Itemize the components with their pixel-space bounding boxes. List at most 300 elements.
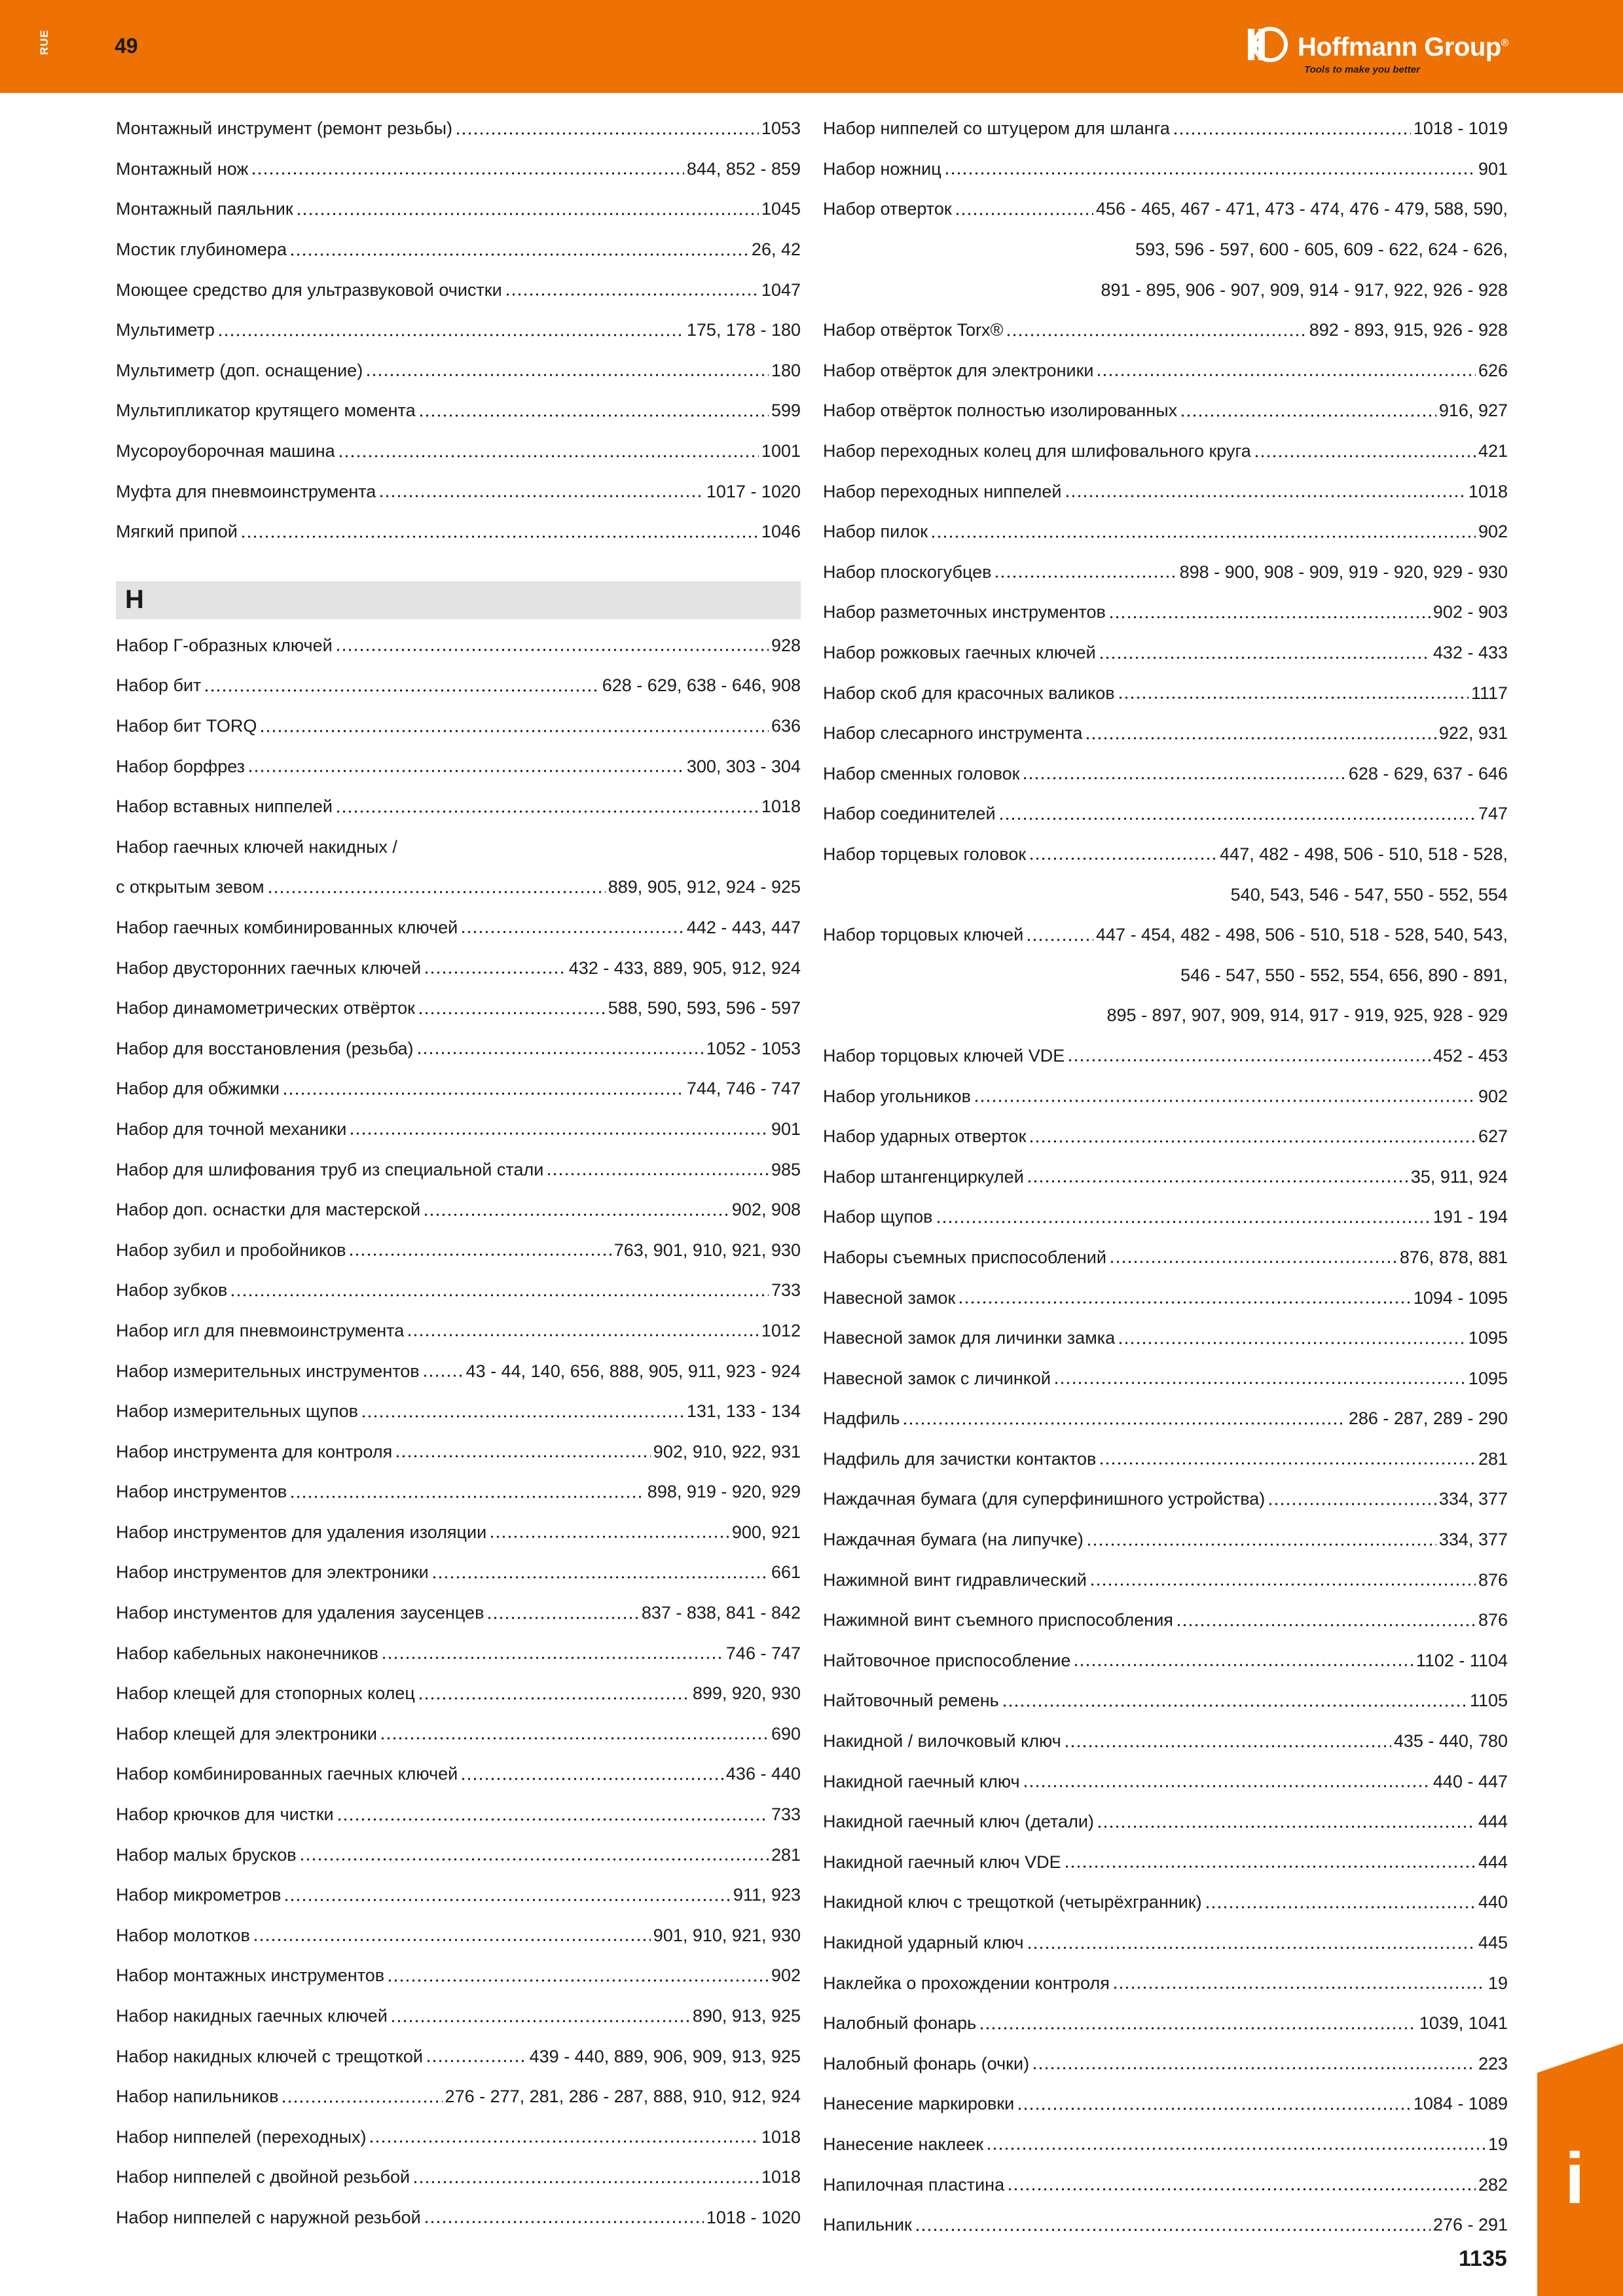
index-entry	[823, 1117, 1508, 1157]
index-entry	[823, 351, 1508, 391]
index-pages: 1047	[761, 279, 801, 300]
index-pages: 747	[1478, 804, 1508, 824]
index-pages: 922, 931	[1438, 723, 1508, 744]
dot-leader	[930, 535, 1476, 538]
index-term: Набор напильников	[116, 2087, 279, 2107]
dot-leader	[1118, 1342, 1466, 1344]
index-pages: 1084 - 1089	[1413, 2094, 1508, 2114]
index-term: с открытым зевом	[116, 877, 264, 897]
index-term: Набор отвёрток Torx®	[823, 320, 1004, 340]
index-entry	[116, 1513, 801, 1553]
index-pages: 1018 - 1020	[706, 2207, 801, 2227]
index-entry	[823, 431, 1508, 472]
index-entry	[823, 2044, 1508, 2085]
index-pages: 452 - 453	[1432, 1045, 1508, 1066]
index-entry	[823, 996, 1508, 1036]
index-pages: 281	[771, 1844, 801, 1865]
dot-leader	[998, 817, 1476, 820]
index-entry	[116, 189, 801, 230]
index-term: Найтовочный ремень	[823, 1691, 999, 1711]
index-pages: 746 - 747	[725, 1643, 801, 1663]
dot-leader	[361, 1415, 684, 1418]
index-term: Набор разметочных инструментов	[823, 602, 1106, 622]
index-term: Набор отверток	[823, 199, 952, 219]
index-entry	[116, 1593, 801, 1634]
index-entry	[116, 1109, 801, 1150]
index-term: Набор переходных колец для шлифовального круга	[823, 441, 1251, 461]
index-term: Мультипликатор крутящего момента	[116, 401, 416, 421]
index-pages: 432 - 433	[1432, 643, 1508, 663]
index-pages: 334, 377	[1438, 1530, 1508, 1550]
index-entry	[116, 512, 801, 552]
dot-leader	[1118, 696, 1468, 699]
index-term: Монтажный паяльник	[116, 199, 293, 219]
index-pages: 902 - 903	[1432, 602, 1508, 622]
index-entry	[116, 1391, 801, 1432]
index-term: Набор клещей для электроники	[116, 1723, 377, 1744]
index-pages: 901, 910, 921, 930	[653, 1925, 801, 1945]
index-term: Набор гаечных ключей накидных /	[116, 836, 397, 857]
dot-leader	[348, 1253, 611, 1256]
dot-leader	[1108, 616, 1431, 619]
index-entry	[823, 754, 1508, 795]
index-term: Набор гаечных комбинированных ключей	[116, 917, 458, 937]
index-pages: 892 - 893, 915, 926 - 928	[1309, 320, 1508, 340]
index-pages: 891 - 895, 906 - 907, 909, 914 - 917, 922, 926 - 928	[1101, 279, 1508, 300]
index-pages: 456 - 465, 467 - 471, 473 - 474, 476 - 479, 588, 590,	[1096, 199, 1508, 219]
dot-leader	[1097, 1825, 1476, 1828]
dot-leader	[296, 213, 759, 215]
dot-leader	[378, 495, 704, 497]
index-term: Нажимной винт гидравлический	[823, 1570, 1087, 1590]
dot-leader	[1006, 334, 1306, 336]
index-entry	[116, 1190, 801, 1230]
index-entry	[116, 2077, 801, 2117]
dot-leader	[299, 1858, 769, 1861]
dot-leader	[958, 1301, 1411, 1304]
index-term: Набор Г-образных ключей	[116, 635, 333, 655]
index-pages: 131, 133 - 134	[686, 1401, 801, 1422]
dot-leader	[979, 2027, 1417, 2030]
hoffmann-logo	[1244, 24, 1519, 79]
index-pages: 175, 178 - 180	[686, 320, 801, 340]
dot-leader	[412, 2181, 759, 2183]
index-pages: 191 - 194	[1432, 1207, 1508, 1227]
section-spacer	[116, 552, 801, 581]
index-entry	[116, 230, 801, 270]
index-entry	[823, 1278, 1508, 1318]
index-term: Накидной гаечный ключ (детали)	[823, 1812, 1094, 1832]
index-entry	[116, 827, 801, 868]
logo-wordmark: Hoffmann Group®	[1298, 33, 1509, 62]
index-pages: 1012	[761, 1320, 801, 1340]
section-letter-heading: Н	[116, 581, 801, 619]
index-entry	[823, 552, 1508, 593]
dot-leader	[1023, 1785, 1431, 1787]
index-entry	[116, 1714, 801, 1755]
index-entry	[823, 794, 1508, 834]
index-term: Набор двусторонних гаечных ключей	[116, 958, 422, 978]
dot-leader	[349, 1132, 769, 1135]
index-pages: 1045	[761, 199, 801, 219]
index-entry	[823, 874, 1508, 915]
dot-leader	[936, 1221, 1431, 1223]
dot-leader	[1029, 1140, 1476, 1143]
dot-leader	[1017, 2108, 1411, 2110]
index-term: Монтажный нож	[116, 158, 249, 179]
index-entry	[116, 1754, 801, 1795]
index-pages: 901	[1478, 158, 1508, 179]
index-term: Набор для обжимки	[116, 1079, 280, 1099]
index-pages: 1018	[761, 2167, 801, 2187]
index-pages: 1095	[1468, 1368, 1508, 1388]
index-term: Наборы съемных приспособлений	[823, 1247, 1106, 1267]
index-pages: 916, 927	[1438, 401, 1508, 421]
dot-leader	[1064, 1865, 1476, 1868]
index-column-right	[823, 109, 1508, 2245]
index-term: Набор отвёрток для электроники	[823, 360, 1094, 380]
index-pages: 898, 919 - 920, 929	[647, 1482, 801, 1502]
dot-leader	[1007, 2188, 1476, 2191]
index-pages: 442 - 443, 447	[686, 917, 801, 937]
dot-leader	[431, 1576, 769, 1579]
index-entry	[116, 988, 801, 1029]
dot-leader	[1267, 1503, 1436, 1505]
dot-leader	[1027, 1180, 1408, 1183]
index-term: Навесной замок для личинки замка	[823, 1328, 1116, 1348]
index-entry	[823, 2084, 1508, 2125]
index-entry	[823, 1358, 1508, 1399]
info-icon: i	[1565, 2138, 1585, 2219]
dot-leader	[407, 1334, 759, 1336]
index-term: Нанесение наклеек	[823, 2134, 984, 2154]
index-term: Набор ниппелей с двойной резьбой	[116, 2167, 410, 2187]
index-pages: 628 - 629, 638 - 646, 908	[602, 675, 801, 696]
index-entry	[116, 1069, 801, 1109]
index-pages: 421	[1478, 441, 1508, 461]
index-entry	[116, 1956, 801, 1996]
index-pages: 440 - 447	[1432, 1771, 1508, 1791]
index-term: Набор слесарного инструмента	[823, 723, 1083, 744]
index-entry	[823, 1439, 1508, 1480]
dot-leader	[955, 213, 1093, 215]
dot-leader	[380, 1737, 769, 1740]
index-pages: 1094 - 1095	[1413, 1287, 1508, 1308]
index-entry	[823, 1963, 1508, 2003]
index-list	[823, 109, 1508, 2245]
dot-leader	[259, 730, 769, 732]
index-entry	[823, 391, 1508, 431]
index-entry	[823, 955, 1508, 996]
index-pages: 1018	[761, 2126, 801, 2147]
index-term: Навесной замок	[823, 1287, 956, 1308]
index-term: Набор зубков	[116, 1280, 228, 1300]
index-entry	[823, 915, 1508, 956]
index-entry	[116, 471, 801, 512]
index-entry	[823, 109, 1508, 149]
index-term: Наклейка о прохождении контроля	[823, 1973, 1110, 1993]
index-entry	[116, 1311, 801, 1352]
index-pages: 1052 - 1053	[706, 1038, 801, 1058]
index-entry	[116, 1431, 801, 1472]
index-pages: 899, 920, 930	[692, 1683, 801, 1704]
dot-leader	[546, 1173, 769, 1175]
index-pages: 282	[1478, 2174, 1508, 2195]
index-term: Набор пилок	[823, 522, 928, 542]
index-entry	[823, 592, 1508, 633]
index-entry	[116, 270, 801, 310]
index-pages: 19	[1487, 1973, 1508, 1993]
index-term: Накидной гаечный ключ VDE	[823, 1852, 1061, 1872]
index-entry	[116, 2117, 801, 2158]
index-pages: 1001	[761, 441, 801, 461]
index-pages: 1046	[761, 522, 801, 542]
header-bar	[0, 0, 1623, 93]
dot-leader	[338, 455, 759, 457]
index-term: Набор игл для пневмоинструмента	[116, 1320, 405, 1340]
dot-leader	[335, 810, 759, 813]
index-term: Набор кабельных наконечников	[116, 1643, 378, 1663]
index-term: Набор переходных ниппелей	[823, 481, 1062, 501]
dot-leader	[1065, 495, 1466, 497]
index-pages: 900, 921	[731, 1522, 801, 1542]
index-pages: 180	[771, 360, 801, 380]
index-entry	[116, 787, 801, 827]
index-entry	[823, 1036, 1508, 1077]
index-pages: 593, 596 - 597, 600 - 605, 609 - 622, 624 - 626,	[1135, 240, 1508, 260]
index-pages: 890, 913, 925	[692, 2006, 801, 2026]
index-entry	[116, 1875, 801, 1916]
index-pages: 902, 910, 922, 931	[653, 1441, 801, 1462]
dot-leader	[422, 1374, 464, 1377]
index-pages: 628 - 629, 637 - 646	[1348, 763, 1508, 783]
index-entry	[116, 746, 801, 787]
dot-leader	[1073, 1664, 1413, 1666]
dot-leader	[289, 1496, 645, 1498]
index-term: Накидной ключ с трещоткой (четырёхгранник)	[823, 1892, 1202, 1912]
index-term: Набор торцовых ключей VDE	[823, 1045, 1065, 1066]
index-term: Набор инструментов	[116, 1482, 287, 1502]
index-pages: 300, 303 - 304	[686, 756, 801, 776]
index-entry	[116, 2036, 801, 2077]
index-term: Набор ниппелей со штуцером для шланга	[823, 118, 1170, 139]
index-entry	[116, 2157, 801, 2198]
index-term: Найтовочное приспособление	[823, 1650, 1071, 1670]
index-entry	[116, 1028, 801, 1069]
index-pages: 599	[771, 401, 801, 421]
index-entry	[116, 948, 801, 988]
dot-leader	[986, 2147, 1486, 2150]
dot-leader	[944, 172, 1476, 175]
dot-leader	[251, 172, 684, 175]
index-entry	[116, 2198, 801, 2238]
index-entry	[823, 471, 1508, 512]
index-pages: 19	[1487, 2134, 1508, 2154]
index-pages: 844, 852 - 859	[686, 158, 801, 179]
index-term: Напильник	[823, 2215, 912, 2235]
index-pages: 876	[1478, 1570, 1508, 1590]
dot-leader	[1022, 777, 1345, 780]
index-entry	[823, 149, 1508, 190]
dot-leader	[1173, 132, 1411, 135]
index-term: Набор угольников	[823, 1086, 971, 1106]
dot-leader	[369, 2140, 758, 2143]
index-pages: 43 - 44, 140, 656, 888, 905, 911, 923 - 924	[465, 1361, 801, 1381]
index-term: Мостик глубиномера	[116, 240, 287, 260]
dot-leader	[974, 1100, 1476, 1102]
index-term: Набор ниппелей (переходных)	[116, 2126, 367, 2147]
index-entry	[823, 1560, 1508, 1600]
index-term: Набор сменных головок	[823, 763, 1020, 783]
dot-leader	[395, 1455, 651, 1458]
index-entry	[823, 1802, 1508, 1842]
dot-leader	[1089, 1583, 1476, 1586]
index-entry	[823, 633, 1508, 673]
dot-leader	[1064, 1745, 1391, 1748]
index-term: Набор динамометрических отвёрток	[116, 998, 415, 1018]
index-entry	[823, 2003, 1508, 2044]
index-pages: 1105	[1469, 1691, 1508, 1711]
index-pages: 901	[771, 1119, 801, 1139]
dot-leader	[335, 649, 769, 651]
index-entry	[116, 1552, 801, 1593]
index-entry	[116, 1795, 801, 1835]
index-pages: 627	[1478, 1126, 1508, 1147]
index-term: Набор инструментов для удаления изоляции	[116, 1522, 487, 1542]
index-pages: 733	[771, 1804, 801, 1825]
index-list	[116, 109, 801, 552]
index-entry	[823, 1882, 1508, 1923]
dot-leader	[1085, 737, 1436, 740]
index-pages: 223	[1478, 2053, 1508, 2073]
index-entry	[116, 1916, 801, 1956]
index-pages: 1018	[1468, 481, 1508, 501]
dot-leader	[426, 2060, 527, 2062]
page-number: 1135	[1459, 2246, 1507, 2271]
dot-leader	[1002, 1704, 1467, 1707]
index-entry	[823, 1238, 1508, 1278]
index-entry	[823, 1479, 1508, 1520]
index-entry	[116, 391, 801, 431]
index-entry	[116, 626, 801, 666]
index-term: Набор ударных отверток	[823, 1126, 1027, 1147]
index-entry	[116, 1674, 801, 1714]
index-entry	[116, 1472, 801, 1513]
dot-leader	[267, 891, 606, 893]
index-entry	[116, 1996, 801, 2037]
dot-leader	[365, 374, 769, 376]
index-pages: 902	[1478, 522, 1508, 542]
index-entry	[823, 1923, 1508, 1964]
index-term: Набор скоб для красочных валиков	[823, 683, 1115, 703]
index-entry	[823, 713, 1508, 754]
index-pages: 889, 905, 912, 924 - 925	[608, 877, 801, 897]
hoffmann-logo-icon	[1244, 26, 1295, 63]
index-pages: 439 - 440, 889, 906, 909, 913, 925	[529, 2046, 801, 2066]
index-term: Набор для шлифования труб из специальной стали	[116, 1159, 544, 1179]
dot-leader	[1205, 1906, 1476, 1909]
index-term: Набор ножниц	[823, 158, 941, 179]
index-pages: 895 - 897, 907, 909, 914, 917 - 919, 925, 928 - 929	[1106, 1005, 1508, 1026]
index-pages: 540, 543, 546 - 547, 550 - 552, 554	[1230, 884, 1508, 905]
index-term: Набор штангенциркулей	[823, 1166, 1024, 1187]
index-entry	[823, 1761, 1508, 1802]
index-pages: 1039, 1041	[1419, 2013, 1508, 2034]
language-code: RUE	[38, 29, 50, 55]
index-term: Набор крючков для чистки	[116, 1804, 334, 1825]
dot-leader	[281, 2100, 442, 2103]
dot-leader	[1109, 1261, 1397, 1263]
index-pages: 1102 - 1104	[1415, 1650, 1508, 1670]
index-term: Набор инстументов для удаления заусенцев	[116, 1603, 484, 1623]
index-list	[116, 626, 801, 2238]
index-pages: 911, 923	[733, 1885, 801, 1905]
index-pages: 985	[771, 1159, 801, 1179]
index-entry	[823, 230, 1508, 270]
dot-leader	[1067, 1059, 1431, 1062]
dot-leader	[1099, 656, 1431, 659]
index-pages: 334, 377	[1438, 1489, 1508, 1509]
index-term: Наждачная бумага (на липучке)	[823, 1530, 1084, 1550]
dot-leader	[289, 253, 749, 256]
index-pages: 733	[771, 1280, 801, 1300]
index-entry	[116, 706, 801, 747]
dot-leader	[902, 1422, 1345, 1425]
index-entry	[823, 1520, 1508, 1560]
index-entry	[823, 1641, 1508, 1681]
index-entry	[116, 666, 801, 706]
index-term: Набор торцевых головок	[823, 844, 1027, 864]
index-entry	[116, 149, 801, 190]
index-pages: 928	[771, 635, 801, 655]
index-entry	[823, 673, 1508, 713]
dot-leader	[460, 1778, 723, 1780]
dot-leader	[240, 535, 759, 538]
dot-leader	[424, 971, 566, 974]
index-pages: 1018	[761, 797, 801, 817]
index-term: Напилочная пластина	[823, 2174, 1005, 2195]
index-term: Моющее средство для ультразвуковой очистки	[116, 279, 502, 300]
index-entry	[823, 1318, 1508, 1359]
dot-leader	[994, 575, 1176, 578]
index-entry	[823, 270, 1508, 310]
dot-leader	[489, 1535, 729, 1538]
index-pages: 286 - 287, 289 - 290	[1348, 1408, 1508, 1429]
dot-leader	[1086, 1543, 1436, 1546]
index-term: Налобный фонарь	[823, 2013, 977, 2034]
dot-leader	[1027, 1946, 1476, 1949]
index-entry	[823, 2205, 1508, 2246]
dot-leader	[204, 689, 599, 692]
index-term: Набор монтажных инструментов	[116, 1965, 385, 1986]
index-pages: 276 - 277, 281, 286 - 287, 888, 910, 912, 924	[445, 2087, 801, 2107]
index-pages: 1117	[1470, 683, 1508, 703]
index-pages: 876	[1478, 1610, 1508, 1630]
index-term: Набор соединителей	[823, 804, 996, 824]
index-entry	[116, 431, 801, 472]
index-pages: 626	[1478, 360, 1508, 380]
index-pages: 837 - 838, 841 - 842	[641, 1603, 801, 1623]
dot-leader	[455, 132, 759, 135]
index-term: Набор для восстановления (резьба)	[116, 1038, 414, 1058]
index-term: Набор малых брусков	[116, 1844, 297, 1865]
index-entry	[116, 1149, 801, 1190]
index-entry	[823, 1600, 1508, 1641]
index-pages: 1053	[761, 118, 801, 139]
index-pages: 898 - 900, 908 - 909, 919 - 920, 929 - 930	[1179, 562, 1508, 582]
index-entry	[116, 1351, 801, 1391]
index-entry	[116, 310, 801, 351]
